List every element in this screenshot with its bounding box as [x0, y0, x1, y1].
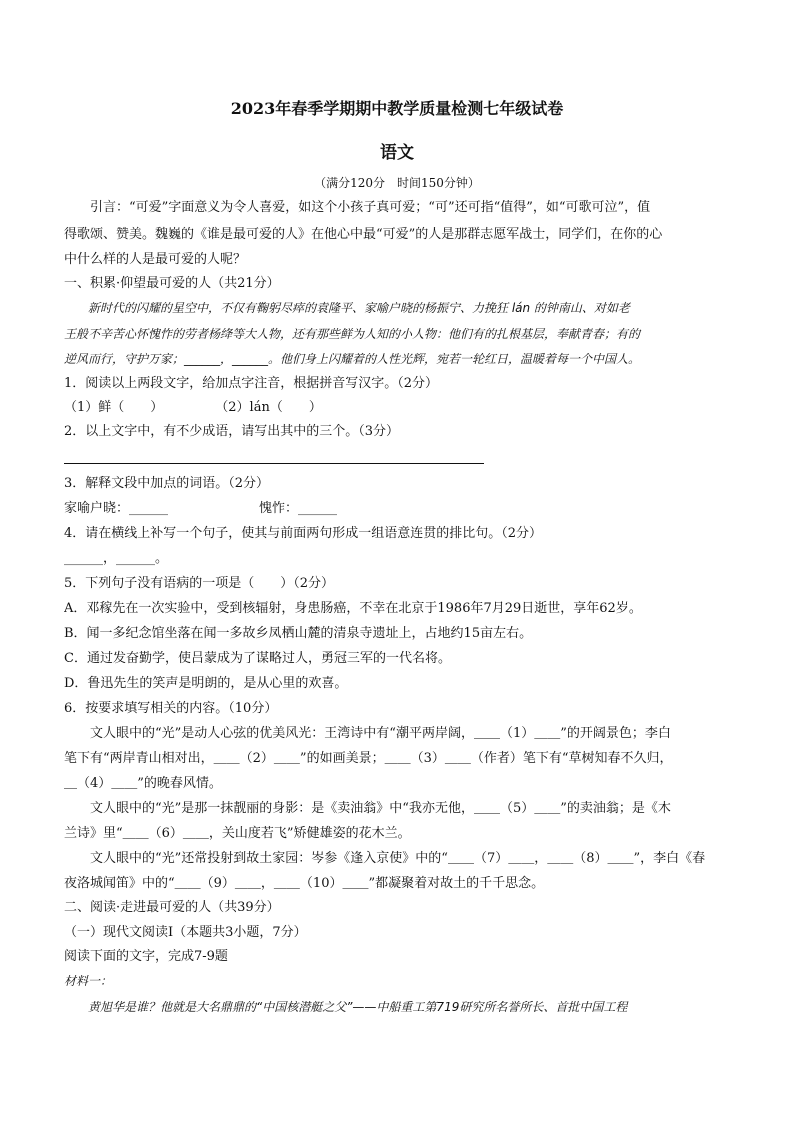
material-one-label: 材料一：	[64, 974, 113, 988]
q6-line-5: 兰诗》里“＿＿（6）＿＿，关山度若飞”矫健雄姿的花木兰。	[64, 826, 411, 841]
subject-title: 语文	[380, 143, 414, 163]
question-4-blanks: ______，______。	[64, 551, 169, 566]
question-1: 1．阅读以上两段文字，给加点字注音，根据拼音写汉字。（2分）	[64, 376, 439, 391]
intro-line-1: 引言：“可爱”字面意义为令人喜爱，如这个小孩子真可爱；“可”还可指“值得”，如“可歌可泣”，值	[64, 200, 651, 215]
exam-info: （满分120分 时间150分钟）	[314, 176, 480, 190]
option-a: A．邓稼先在一次实验中，受到核辐射，身患肠癌，不幸在北京于1986年7月29日逝世，享年62岁。	[64, 601, 642, 616]
passage-line-1: 新时代的闪耀的星空中，不仅有鞠躬尽瘁的袁隆平、家喻户晓的杨振宁、力挽狂 lán 的钟南山、对如老	[64, 301, 630, 315]
reading-instruction: 阅读下面的文字，完成7-9题	[64, 949, 228, 964]
option-b: B．闻一多纪念馆坐落在闻一多故乡凤栖山麓的清泉寺遗址上，占地约15亩左右。	[64, 626, 533, 641]
q6-line-6: 文人眼中的“光”还常投射到故土家园：岑参《逢入京使》中的“＿＿（7）＿＿，＿＿（8）＿＿”，李白《春	[64, 851, 706, 866]
question-4: 4．请在横线上补写一个句子，使其与前面两句形成一组语意连贯的排比句。（2分）	[64, 526, 543, 541]
q6-line-3: ＿（4）＿＿”的晚春风情。	[64, 776, 222, 791]
question-3: 3．解释文段中加点的词语。（2分）	[64, 476, 270, 491]
q6-line-1: 文人眼中的“光”是动人心弦的优美风光：王湾诗中有“潮平两岸阔，＿＿（1）＿＿”的开阔景色；李白	[64, 726, 671, 741]
question-6: 6．按要求填写相关的内容。（10分）	[64, 701, 278, 716]
option-c: C．通过发奋勤学，使吕蒙成为了谋略过人，勇冠三军的一代名将。	[64, 651, 451, 666]
intro-line-3: 中什么样的人是最可爱的人呢？	[64, 252, 247, 267]
question-1-parts: （1）鲜（ ） （2）lán（ ）	[64, 400, 322, 415]
question-2: 2．以上文字中，有不少成语，请写出其中的三个。（3分）	[64, 424, 400, 439]
q6-line-2: 笔下有“两岸青山相对出，＿＿（2）＿＿”的如画美景；＿＿（3）＿＿（作者）笔下有“草树知春不久归，	[64, 751, 673, 766]
question-5: 5．下列句子没有语病的一项是（ ）（2分）	[64, 576, 335, 591]
passage-line-3: 逆风而行，守护万家；______，______。他们身上闪耀着的人性光辉，宛若一轮红日，温暖着每一个中国人。	[64, 352, 641, 366]
q6-line-4: 文人眼中的“光”是那一抹靓丽的身影：是《卖油翁》中“我亦无他，＿＿（5）＿＿”的卖油翁；是《木	[64, 801, 671, 816]
question-3-terms: 家喻户晓：______ 愧怍：______	[64, 501, 338, 516]
reading-part-one: （一）现代文阅读Ⅰ（本题共3小题，7分）	[64, 925, 307, 940]
option-d: D．鲁迅先生的笑声是明朗的，是从心里的欢喜。	[64, 676, 348, 691]
material-one-line-1: 黄旭华是谁？他就是大名鼎鼎的“中国核潜艇之父”——中船重工第719研究所名誉所长、首批中国工程	[64, 1000, 628, 1014]
passage-line-2: 王般不辛苦心怀愧怍的劳者杨绛等大人物，还有那些鲜为人知的小人物：他们有的扎根基层，奉献青春；有的	[64, 327, 641, 341]
section-one-heading: 一、积累·仰望最可爱的人（共21分）	[64, 276, 280, 291]
section-two-heading: 二、阅读·走进最可爱的人（共39分）	[64, 900, 280, 915]
exam-title: 2023年春季学期期中教学质量检测七年级试卷	[230, 99, 564, 118]
q6-line-7: 夜洛城闻笛》中的“＿＿（9）＿＿，＿＿（10）＿＿”都凝聚着对故土的千千思念。	[64, 876, 545, 891]
answer-line[interactable]	[64, 463, 484, 464]
intro-line-2: 得歌颂、赞美。魏巍的《谁是最可爱的人》在他心中最“可爱”的人是那群志愿军战士，同学们，在你的心	[64, 227, 663, 242]
